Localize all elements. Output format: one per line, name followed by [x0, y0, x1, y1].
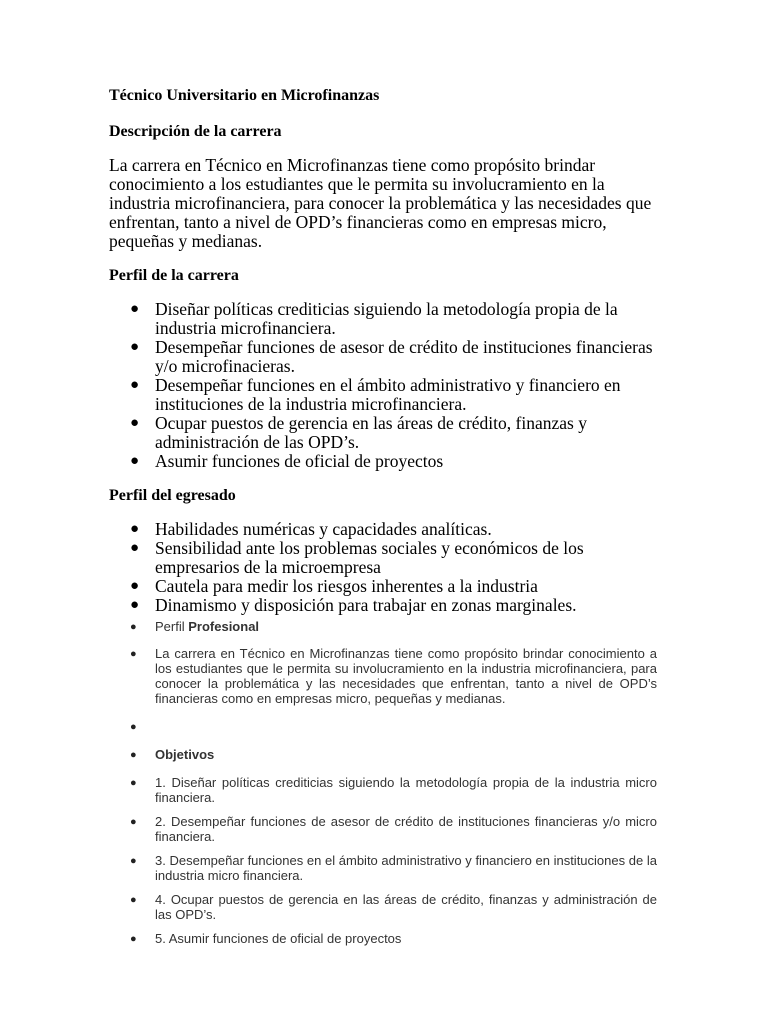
list-item-text: Sensibilidad ante los problemas sociales y económicos de los empresarios de la microempresa	[155, 538, 584, 577]
bullet-icon: ●	[130, 648, 137, 660]
perfil-profesional-list	[109, 619, 657, 946]
list-item	[109, 577, 657, 596]
list-item-text: Desempeñar funciones en el ámbito administrativo y financiero en instituciones de la industria microfinanciera.	[155, 375, 621, 414]
list-item	[109, 338, 657, 376]
objetivo-text: 3. Desempeñar funciones en el ámbito administrativo y financiero en instituciones de la industria micro financiera.	[155, 853, 657, 883]
descripcion-paragraph: La carrera en Técnico en Microfinanzas tiene como propósito brindar conocimiento a los estudiantes que le permita su involucramiento en la industria microfinanciera, para conocer la problemática y las necesidades que enfrentan, tanto a nivel de OPD’s financieras como en empresas micro, pequeñas y medianas.	[109, 155, 652, 251]
list-item-text: Ocupar puestos de gerencia en las áreas de crédito, finanzas y administración de las OPD’s.	[155, 413, 587, 452]
perfil-profesional-label: Profesional	[188, 619, 260, 634]
perfil-egresado-heading: Perfil del egresado	[109, 487, 236, 504]
objetivos-heading: Objetivos	[155, 747, 215, 762]
descripcion-heading: Descripción de la carrera	[109, 123, 282, 140]
document-page	[109, 86, 657, 946]
bullet-icon: ●	[130, 621, 137, 633]
objetivo-text: 1. Diseñar políticas crediticias siguiendo la metodología propia de la industria micro financiera.	[155, 775, 657, 805]
list-item-text: Asumir funciones de oficial de proyectos	[155, 451, 444, 471]
bullet-icon: ●	[130, 578, 140, 594]
list-item-empty	[109, 719, 657, 734]
perfil-carrera-list	[109, 300, 657, 471]
bullet-icon: ●	[130, 521, 140, 537]
bullet-icon: ●	[130, 377, 140, 393]
bullet-icon: ●	[130, 339, 140, 355]
bullet-icon: ●	[130, 721, 137, 733]
bullet-icon: ●	[130, 855, 137, 867]
bullet-icon: ●	[130, 749, 137, 761]
bullet-icon: ●	[130, 777, 137, 789]
list-item-text: Desempeñar funciones de asesor de crédito de instituciones financieras y/o microfinacieras.	[155, 337, 653, 376]
list-item-text: Diseñar políticas crediticias siguiendo la metodología propia de la industria microfinanciera.	[155, 299, 618, 338]
objetivo-text: 2. Desempeñar funciones de asesor de crédito de instituciones financieras y/o micro financiera.	[155, 814, 657, 844]
list-item-text: Habilidades numéricas y capacidades analíticas.	[155, 519, 492, 539]
list-item	[109, 853, 657, 883]
perfil-carrera-heading: Perfil de la carrera	[109, 267, 239, 284]
perfil-profesional-paragraph: La carrera en Técnico en Microfinanzas tiene como propósito brindar conocimiento a los estudiantes que le permita su involucramiento en la industria microfinanciera, para conocer la problemática y las necesidades que enfrentan, tanto a nivel de OPD’s financieras como en empresas micro, pequeñas y medianas.	[155, 646, 657, 706]
list-item	[109, 539, 657, 577]
list-item	[109, 300, 657, 338]
list-item	[109, 931, 657, 946]
list-item	[109, 814, 657, 844]
list-item	[109, 892, 657, 922]
perfil-egresado-list	[109, 520, 657, 615]
list-item	[109, 452, 657, 471]
list-item	[109, 775, 657, 805]
objetivo-text: 5. Asumir funciones de oficial de proyectos	[155, 931, 402, 946]
list-item	[109, 646, 657, 706]
bullet-icon: ●	[130, 453, 140, 469]
bullet-icon: ●	[130, 415, 140, 431]
document-title: Técnico Universitario en Microfinanzas	[109, 87, 380, 104]
bullet-icon: ●	[130, 816, 137, 828]
list-item	[109, 619, 657, 634]
list-item	[109, 414, 657, 452]
list-item	[109, 747, 657, 762]
perfil-prefix: Perfil	[155, 619, 189, 634]
bullet-icon: ●	[130, 540, 140, 556]
bullet-icon: ●	[130, 933, 137, 945]
bullet-icon: ●	[130, 597, 140, 613]
list-item	[109, 376, 657, 414]
list-item-text: Cautela para medir los riesgos inherentes a la industria	[155, 576, 538, 596]
bullet-icon: ●	[130, 301, 140, 317]
list-item	[109, 596, 657, 615]
objetivo-text: 4. Ocupar puestos de gerencia en las áreas de crédito, finanzas y administración de las OPD’s.	[155, 892, 657, 922]
list-item	[109, 520, 657, 539]
list-item-text: Dinamismo y disposición para trabajar en zonas marginales.	[155, 595, 577, 615]
bullet-icon: ●	[130, 894, 137, 906]
